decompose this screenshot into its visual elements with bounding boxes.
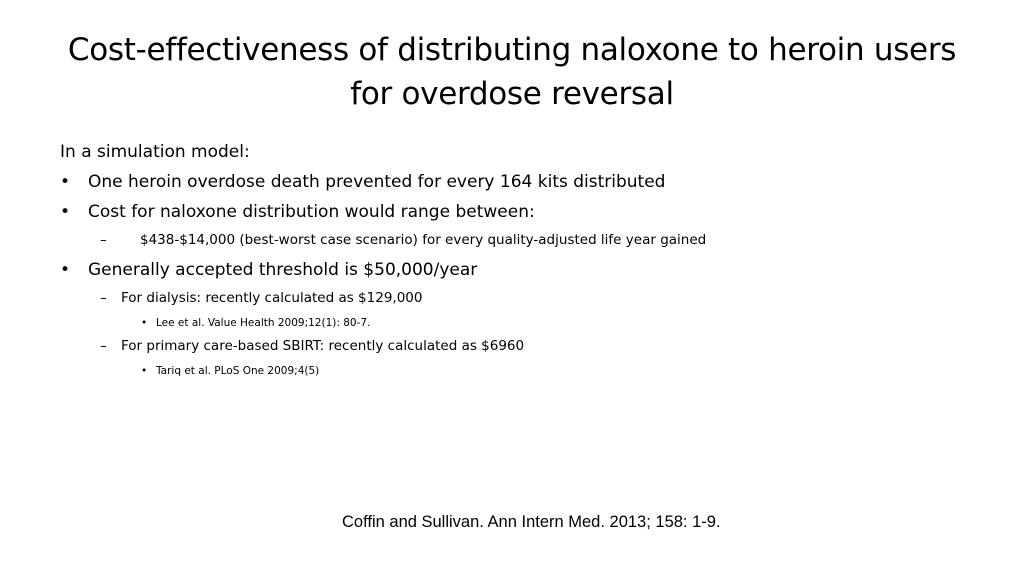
- sub-bullet-text: For primary care-based SBIRT: recently calculated as $6960: [121, 338, 525, 354]
- slide-title-line-1: Cost-effectiveness of distributing naloxone to heroin users: [67, 32, 957, 68]
- intro-text: In a simulation model:: [60, 142, 250, 162]
- bullet-item: [60, 200, 980, 230]
- dash-marker: –: [100, 290, 107, 306]
- slide-title-line-2: for overdose reversal: [350, 76, 674, 112]
- bullet-text: Cost for naloxone distribution would range between:: [88, 202, 535, 222]
- bullet-marker: •: [141, 365, 148, 377]
- sub-bullet-text: For dialysis: recently calculated as $129,000: [121, 290, 423, 306]
- slide-title: [40, 28, 984, 116]
- reference-text: Tariq et al. PLoS One 2009;4(5): [156, 365, 320, 377]
- bullet-item: [60, 170, 980, 200]
- bullet-item: [60, 258, 980, 288]
- reference-text: Lee et al. Value Health 2009;12(1): 80-7.: [156, 317, 371, 329]
- bullet-marker: •: [60, 172, 71, 192]
- bullet-text: Generally accepted threshold is $50,000/year: [88, 260, 478, 280]
- sub-bullet-item: [60, 336, 980, 364]
- sub-bullet-item: [60, 288, 980, 316]
- bullet-marker: •: [60, 260, 71, 280]
- sub-bullet-text: $438-$14,000 (best-worst case scenario) for every quality-adjusted life year gained: [140, 232, 707, 248]
- source-citation: Coffin and Sullivan. Ann Intern Med. 2013; 158: 1-9.: [342, 513, 721, 531]
- reference-item: [60, 316, 980, 336]
- bullet-marker: •: [60, 202, 71, 222]
- slide-body: [60, 140, 980, 384]
- bullet-marker: •: [141, 317, 148, 329]
- dash-marker: –: [100, 338, 107, 354]
- reference-item: [60, 364, 980, 384]
- bullet-text: One heroin overdose death prevented for every 164 kits distributed: [88, 172, 666, 192]
- sub-bullet-item: [60, 230, 980, 258]
- dash-marker: –: [100, 232, 107, 248]
